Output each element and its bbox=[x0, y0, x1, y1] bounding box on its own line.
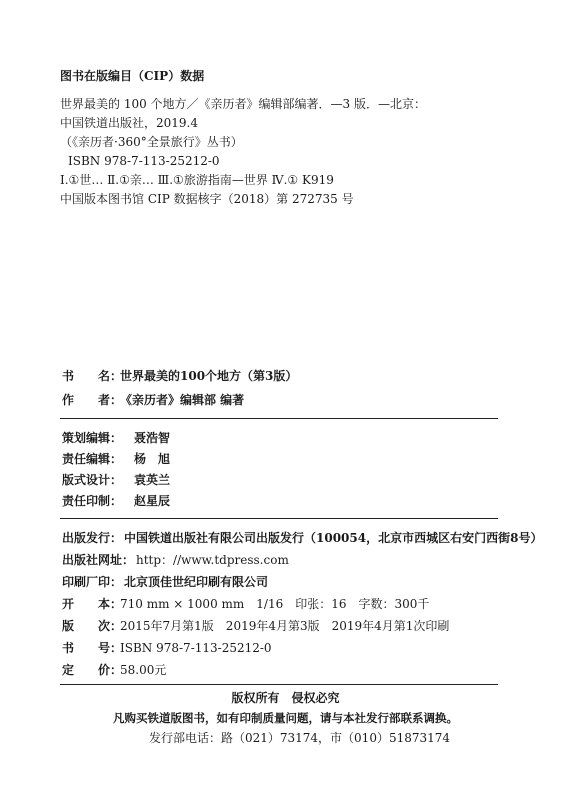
author-value: 《亲历者》编辑部 编著 bbox=[120, 393, 245, 407]
editor-label: 策划编辑： bbox=[62, 431, 123, 445]
cip-line-3: （《亲历者·360°全景旅行》丛书） bbox=[60, 135, 243, 149]
website-value: http：//www.tdpress.com bbox=[136, 553, 289, 567]
publish-label: 版 次： bbox=[62, 619, 123, 633]
cip-line-1: 世界最美的 100 个地方／《亲历者》编辑部编著．—3 版．—北京： bbox=[60, 97, 426, 111]
cip-record-number: 中国版本图书馆 CIP 数据核字（2018）第 272735 号 bbox=[60, 192, 354, 206]
book-title-label: 书 名： bbox=[62, 369, 123, 383]
cip-classification: Ⅰ.①世… Ⅱ.①亲… Ⅲ.①旅游指南—世界 Ⅳ.① K919 bbox=[60, 173, 334, 187]
publish-label: 印刷厂印： bbox=[62, 575, 123, 589]
publish-row bbox=[62, 618, 449, 634]
cip-heading: 图书在版编目（CIP）数据 bbox=[60, 69, 205, 83]
editor-row bbox=[62, 451, 170, 467]
author-row bbox=[62, 392, 244, 408]
publish-value: 中国铁道出版社有限公司出版发行（100054，北京市西城区右安门西街8号） bbox=[124, 531, 543, 545]
price-value: 58.00元 bbox=[120, 663, 167, 677]
editor-value: 袁英兰 bbox=[134, 473, 171, 487]
divider-1 bbox=[60, 418, 498, 419]
editor-label: 责任编辑： bbox=[62, 452, 123, 466]
editor-label: 版式设计： bbox=[62, 473, 123, 487]
publish-label: 出版发行： bbox=[62, 531, 123, 545]
publish-label: 开 本： bbox=[62, 597, 123, 611]
cip-line-2: 中国铁道出版社，2019.4 bbox=[60, 116, 198, 130]
publish-label: 书 号： bbox=[62, 641, 123, 655]
publish-row bbox=[62, 662, 166, 678]
editor-row bbox=[62, 493, 170, 509]
cip-isbn: ISBN 978-7-113-25212-0 bbox=[68, 154, 220, 168]
publish-row bbox=[62, 596, 429, 612]
editor-value: 杨 旭 bbox=[134, 452, 171, 466]
editor-value: 聂浩智 bbox=[134, 431, 171, 445]
edition-value: 2015年7月第1版 2019年4月第3版 2019年4月第1次印刷 bbox=[120, 619, 450, 633]
publish-label: 出版社网址： bbox=[62, 553, 135, 567]
publish-row bbox=[62, 640, 272, 656]
editor-label: 责任印制： bbox=[62, 494, 123, 508]
book-title-row bbox=[62, 368, 297, 384]
distribution-phone: 发行部电话：路（021）73174，市（010）51873174 bbox=[148, 731, 451, 745]
rights-notice: 版权所有 侵权必究 bbox=[231, 691, 340, 705]
publish-row bbox=[62, 552, 289, 568]
format-value: 710 mm × 1000 mm 1/16 印张：16 字数：300千 bbox=[120, 597, 430, 611]
publish-label: 定 价： bbox=[62, 663, 123, 677]
publish-row bbox=[62, 574, 268, 590]
publish-row bbox=[62, 530, 542, 546]
publish-value: 北京顶佳世纪印刷有限公司 bbox=[124, 575, 269, 589]
author-label: 作 者： bbox=[62, 393, 123, 407]
book-title-value: 世界最美的100个地方（第3版） bbox=[120, 369, 298, 383]
divider-2 bbox=[60, 518, 498, 519]
isbn-value: ISBN 978-7-113-25212-0 bbox=[120, 641, 272, 655]
divider-3 bbox=[60, 684, 498, 685]
editor-row bbox=[62, 430, 170, 446]
editor-row bbox=[62, 472, 170, 488]
editor-value: 赵星辰 bbox=[134, 494, 171, 508]
replacement-notice: 凡购买铁道版图书，如有印制质量问题，请与本社发行部联系调换。 bbox=[113, 711, 458, 725]
